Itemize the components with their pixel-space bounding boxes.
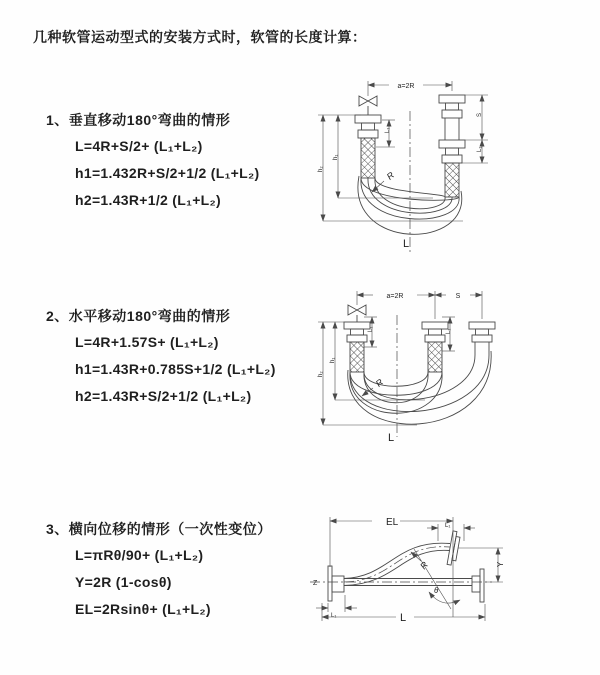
formula-line: L=4R+1.57S+ (L₁+L₂) (75, 334, 219, 350)
dim-h1-h2 (318, 322, 425, 425)
hose-fitting-middle (422, 322, 448, 372)
radius-label: R (418, 559, 430, 572)
page-title: 几种软管运动型式的安装方式时，软管的长度计算： (33, 29, 367, 45)
valve-icon (348, 305, 366, 322)
angle-label: θ (434, 586, 439, 595)
dim-label-l1: L₁ (445, 523, 451, 529)
diagram-vertical-bend (315, 75, 600, 260)
formula-line: Y=2R (1-cosθ) (75, 574, 172, 590)
section-2-heading: 2、水平移动180°弯曲的情形 (46, 308, 231, 324)
radius-label: R (373, 376, 386, 389)
dim-l (322, 603, 485, 624)
formula-line: h2=1.43R+S/2+1/2 (L₁+L₂) (75, 388, 252, 404)
flange-bottom-right (472, 569, 484, 602)
formula-line: L=4R+S/2+ (L₁+L₂) (75, 138, 203, 154)
dim-label-s: S (455, 293, 461, 300)
braided-hose-section (350, 342, 364, 372)
dim-label-l1: L₁ (477, 146, 483, 152)
dim-label-a2r: a=2R (397, 83, 415, 90)
dim-l1-left (376, 120, 395, 147)
hose-fitting-left (355, 115, 381, 178)
dim-l1-top (427, 523, 475, 541)
dim-y (458, 548, 505, 582)
radius-leader (411, 552, 430, 571)
flange-left (328, 566, 344, 601)
formula-line: L=πRθ/90+ (L₁+L₂) (75, 547, 204, 563)
z-mark: Z (313, 580, 318, 587)
length-label: L (400, 612, 407, 624)
dim-label-a2r: a=2R (386, 293, 404, 300)
length-label: L (403, 238, 410, 250)
section-1-heading: 1、垂直移动180°弯曲的情形 (46, 112, 231, 128)
dim-label-s: S (477, 112, 483, 117)
dim-label-h1: h₁ (333, 154, 339, 160)
formula-line: h1=1.432R+S/2+1/2 (L₁+L₂) (75, 165, 260, 181)
braided-hose-section (361, 138, 375, 178)
diagram-lateral-displacement (300, 505, 600, 650)
dim-label-h2: h₂ (318, 371, 324, 377)
dim-a2r-s (357, 291, 482, 319)
dim-label-h1: h₁ (330, 357, 336, 363)
length-label: L (388, 432, 395, 444)
dim-label-l1: L₁ (385, 127, 391, 133)
radius-label: R (384, 169, 397, 182)
formula-line: h2=1.43R+1/2 (L₁+L₂) (75, 192, 222, 208)
flange-top-right (447, 531, 461, 566)
braided-hose-section (428, 342, 442, 372)
dim-l1-left (364, 317, 377, 347)
y-label: Y (496, 561, 505, 567)
dim-label-h2: h₂ (318, 166, 324, 172)
el-label: EL (386, 517, 399, 528)
dim-a2r (368, 81, 452, 96)
formula-line: EL=2Rsinθ+ (L₁+L₂) (75, 601, 211, 617)
diagram-horizontal-bend (315, 285, 600, 455)
section-3-heading: 3、横向位移的情形（一次性变位） (46, 521, 272, 537)
hose-fitting-right (469, 322, 495, 355)
hose-u-bend-position-1 (350, 372, 442, 413)
hose-s-curve-position (344, 543, 450, 585)
hose-u-bend-position-2 (348, 351, 491, 424)
hose-fitting-right (439, 95, 465, 197)
dim-s-l1 (461, 95, 488, 163)
formula-line: h1=1.43R+0.785S+1/2 (L₁+L₂) (75, 361, 276, 377)
dim-label-l1: L₁ (368, 326, 374, 332)
dim-el (330, 517, 453, 617)
braided-hose-section (445, 163, 459, 197)
dim-label-l1: L₁ (446, 328, 452, 334)
dim-label-l1: L₁ (331, 613, 337, 619)
valve-icon (359, 96, 377, 115)
